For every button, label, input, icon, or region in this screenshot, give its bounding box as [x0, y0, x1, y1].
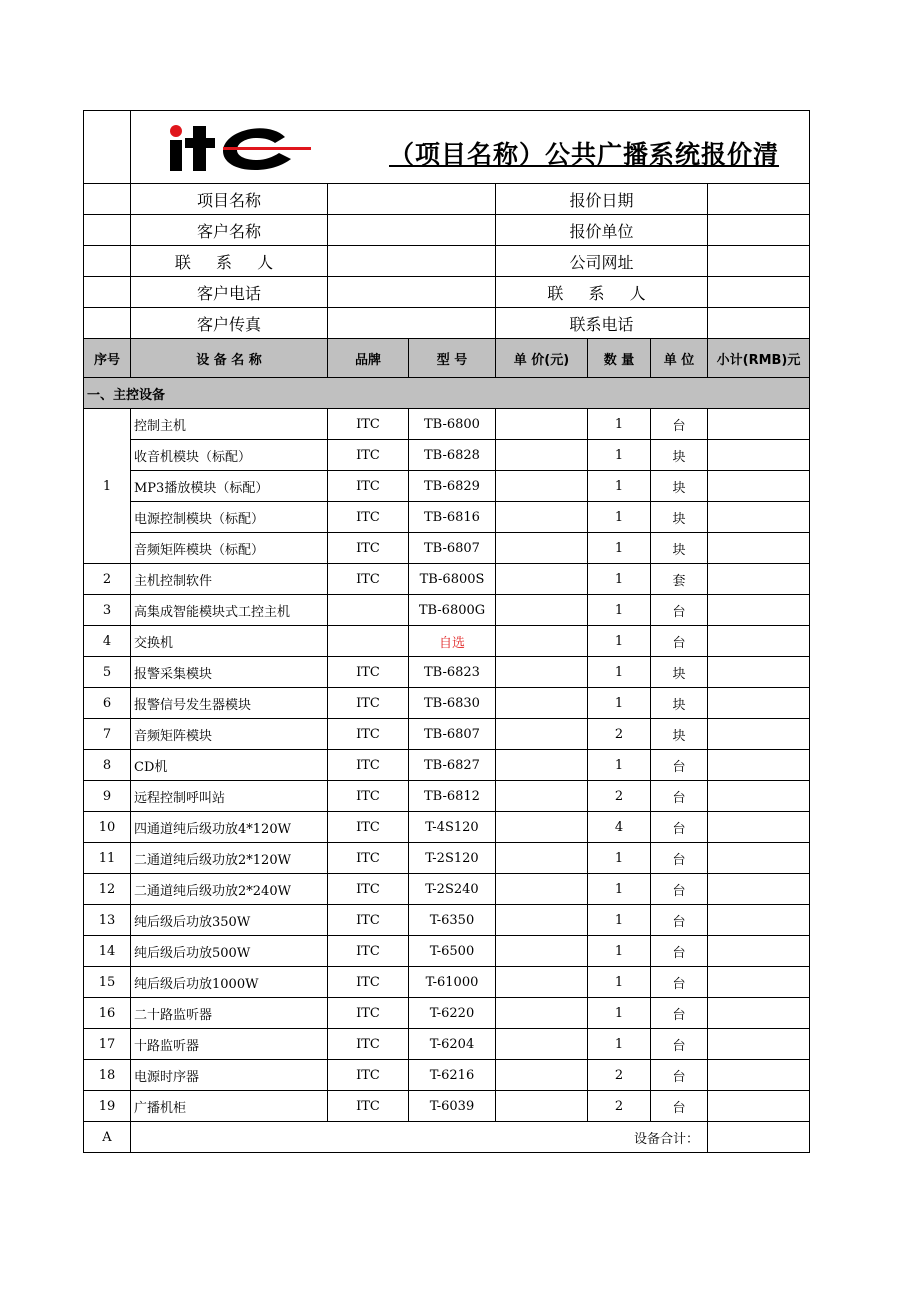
- item-name: 主机控制软件: [131, 564, 328, 595]
- table-row: [84, 719, 810, 750]
- itc-logo: [167, 123, 311, 173]
- item-qty: 4: [588, 812, 651, 843]
- title-row: [84, 111, 810, 184]
- item-unit: 台: [651, 626, 708, 657]
- table-row: [84, 874, 810, 905]
- item-price: [496, 626, 588, 657]
- item-subtotal: [708, 781, 810, 812]
- info-left-value: [328, 184, 496, 215]
- item-brand: ITC: [328, 533, 409, 564]
- info-left-label: 客户传真: [131, 308, 328, 339]
- item-subtotal: [708, 1029, 810, 1060]
- item-subtotal: [708, 874, 810, 905]
- item-brand: ITC: [328, 1029, 409, 1060]
- item-qty: 1: [588, 843, 651, 874]
- item-no: 16: [84, 998, 131, 1029]
- item-model: TB-6800G: [409, 595, 496, 626]
- item-brand: ITC: [328, 409, 409, 440]
- item-brand: ITC: [328, 905, 409, 936]
- table-row: [84, 1091, 810, 1122]
- info-right-label: 报价日期: [496, 184, 708, 215]
- item-subtotal: [708, 998, 810, 1029]
- item-brand: ITC: [328, 1060, 409, 1091]
- item-qty: 1: [588, 471, 651, 502]
- header-unit: 单 位: [651, 339, 708, 378]
- info-left-value: [328, 277, 496, 308]
- header-subtotal: 小计(RMB)元: [708, 339, 810, 378]
- table-header-row: [84, 339, 810, 378]
- item-price: [496, 998, 588, 1029]
- item-price: [496, 409, 588, 440]
- item-name: 广播机柜: [131, 1091, 328, 1122]
- info-right-value: [708, 215, 810, 246]
- item-name: 电源时序器: [131, 1060, 328, 1091]
- item-unit: 块: [651, 533, 708, 564]
- item-unit: 台: [651, 595, 708, 626]
- item-brand: ITC: [328, 1091, 409, 1122]
- header-name: 设 备 名 称: [131, 339, 328, 378]
- table-row: [84, 502, 810, 533]
- item-name: 四通道纯后级功放4*120W: [131, 812, 328, 843]
- item-qty: 1: [588, 409, 651, 440]
- item-price: [496, 688, 588, 719]
- table-row: [84, 936, 810, 967]
- item-price: [496, 657, 588, 688]
- item-no: 11: [84, 843, 131, 874]
- header-price: 单 价(元): [496, 339, 588, 378]
- table-row: [84, 1029, 810, 1060]
- quotation-sheet: [83, 110, 809, 1153]
- item-model: TB-6830: [409, 688, 496, 719]
- item-no: 13: [84, 905, 131, 936]
- info-row: [84, 246, 810, 277]
- item-unit: 块: [651, 502, 708, 533]
- item-name: 二通道纯后级功放2*240W: [131, 874, 328, 905]
- item-subtotal: [708, 533, 810, 564]
- item-unit: 台: [651, 812, 708, 843]
- item-price: [496, 843, 588, 874]
- table-row: [84, 688, 810, 719]
- item-name: 二十路监听器: [131, 998, 328, 1029]
- item-name: 远程控制呼叫站: [131, 781, 328, 812]
- item-model: TB-6807: [409, 719, 496, 750]
- item-no: 6: [84, 688, 131, 719]
- table-row: [84, 533, 810, 564]
- item-unit: 台: [651, 1091, 708, 1122]
- item-price: [496, 812, 588, 843]
- item-qty: 1: [588, 905, 651, 936]
- item-no: 2: [84, 564, 131, 595]
- item-brand: ITC: [328, 781, 409, 812]
- info-left-value: [328, 308, 496, 339]
- item-price: [496, 1091, 588, 1122]
- total-row: [84, 1122, 810, 1153]
- header-model: 型 号: [409, 339, 496, 378]
- item-qty: 2: [588, 719, 651, 750]
- header-qty: 数 量: [588, 339, 651, 378]
- item-subtotal: [708, 750, 810, 781]
- item-unit: 台: [651, 967, 708, 998]
- table-row: [84, 564, 810, 595]
- item-brand: ITC: [328, 471, 409, 502]
- item-no: 19: [84, 1091, 131, 1122]
- item-subtotal: [708, 409, 810, 440]
- item-no: 3: [84, 595, 131, 626]
- item-model: TB-6828: [409, 440, 496, 471]
- item-brand: [328, 595, 409, 626]
- item-model: T-2S120: [409, 843, 496, 874]
- item-brand: ITC: [328, 750, 409, 781]
- item-subtotal: [708, 657, 810, 688]
- item-no: 9: [84, 781, 131, 812]
- item-subtotal: [708, 812, 810, 843]
- item-price: [496, 471, 588, 502]
- item-subtotal: [708, 843, 810, 874]
- item-name: 音频矩阵模块: [131, 719, 328, 750]
- total-value: [708, 1122, 810, 1153]
- table-row: [84, 967, 810, 998]
- table-row: [84, 905, 810, 936]
- table-row: [84, 781, 810, 812]
- item-subtotal: [708, 502, 810, 533]
- item-brand: ITC: [328, 657, 409, 688]
- section-title: 一、主控设备: [84, 378, 810, 409]
- item-model: 自选: [409, 626, 496, 657]
- info-blank-cell: [84, 277, 131, 308]
- item-price: [496, 564, 588, 595]
- item-qty: 1: [588, 502, 651, 533]
- header-brand: 品牌: [328, 339, 409, 378]
- item-unit: 台: [651, 1029, 708, 1060]
- info-left-label: 客户电话: [131, 277, 328, 308]
- page-title: （项目名称）公共广播系统报价清: [389, 140, 780, 169]
- item-brand: ITC: [328, 812, 409, 843]
- info-right-value: [708, 246, 810, 277]
- item-no: 17: [84, 1029, 131, 1060]
- item-model: T-6039: [409, 1091, 496, 1122]
- item-qty: 1: [588, 564, 651, 595]
- item-name: 纯后级后功放500W: [131, 936, 328, 967]
- item-unit: 台: [651, 750, 708, 781]
- item-model: T-6350: [409, 905, 496, 936]
- item-price: [496, 874, 588, 905]
- item-qty: 1: [588, 998, 651, 1029]
- item-name: 控制主机: [131, 409, 328, 440]
- item-unit: 块: [651, 440, 708, 471]
- item-model: T-6500: [409, 936, 496, 967]
- table-row: [84, 812, 810, 843]
- item-no: 12: [84, 874, 131, 905]
- item-subtotal: [708, 688, 810, 719]
- item-subtotal: [708, 967, 810, 998]
- item-name: 高集成智能模块式工控主机: [131, 595, 328, 626]
- item-no: 7: [84, 719, 131, 750]
- info-right-label: 公司网址: [496, 246, 708, 277]
- item-name: 纯后级后功放1000W: [131, 967, 328, 998]
- item-price: [496, 1060, 588, 1091]
- item-no: 15: [84, 967, 131, 998]
- item-unit: 台: [651, 936, 708, 967]
- item-qty: 1: [588, 626, 651, 657]
- item-model: T-4S120: [409, 812, 496, 843]
- item-price: [496, 533, 588, 564]
- item-subtotal: [708, 564, 810, 595]
- item-model: T-6204: [409, 1029, 496, 1060]
- item-price: [496, 967, 588, 998]
- item-qty: 2: [588, 1060, 651, 1091]
- info-left-value: [328, 246, 496, 277]
- info-left-value: [328, 215, 496, 246]
- item-unit: 台: [651, 1060, 708, 1091]
- item-qty: 1: [588, 688, 651, 719]
- info-left-label: 联 系 人: [131, 246, 328, 277]
- header-no: 序号: [84, 339, 131, 378]
- item-subtotal: [708, 440, 810, 471]
- item-qty: 1: [588, 967, 651, 998]
- item-no: 1: [84, 409, 131, 564]
- info-row: [84, 308, 810, 339]
- item-unit: 台: [651, 843, 708, 874]
- item-unit: 台: [651, 874, 708, 905]
- item-price: [496, 440, 588, 471]
- table-row: [84, 998, 810, 1029]
- item-subtotal: [708, 936, 810, 967]
- info-blank-cell: [84, 184, 131, 215]
- table-row: [84, 595, 810, 626]
- item-model: T-6216: [409, 1060, 496, 1091]
- title-cell: [131, 111, 810, 184]
- item-model: TB-6827: [409, 750, 496, 781]
- item-name: 二通道纯后级功放2*120W: [131, 843, 328, 874]
- item-brand: ITC: [328, 688, 409, 719]
- item-qty: 1: [588, 657, 651, 688]
- info-row: [84, 277, 810, 308]
- table-row: [84, 471, 810, 502]
- info-blank-cell: [84, 308, 131, 339]
- item-model: T-6220: [409, 998, 496, 1029]
- table-row: [84, 409, 810, 440]
- item-price: [496, 905, 588, 936]
- item-qty: 1: [588, 874, 651, 905]
- table-row: [84, 657, 810, 688]
- item-unit: 台: [651, 409, 708, 440]
- item-qty: 1: [588, 440, 651, 471]
- item-price: [496, 781, 588, 812]
- info-blank-cell: [84, 215, 131, 246]
- table-row: [84, 843, 810, 874]
- table-row: [84, 750, 810, 781]
- info-right-value: [708, 184, 810, 215]
- item-price: [496, 595, 588, 626]
- item-price: [496, 750, 588, 781]
- item-model: TB-6800S: [409, 564, 496, 595]
- item-brand: ITC: [328, 967, 409, 998]
- item-brand: ITC: [328, 719, 409, 750]
- item-name: 十路监听器: [131, 1029, 328, 1060]
- item-unit: 台: [651, 781, 708, 812]
- item-model: T-61000: [409, 967, 496, 998]
- item-brand: [328, 626, 409, 657]
- info-row: [84, 184, 810, 215]
- info-blank-cell: [84, 246, 131, 277]
- item-name: 收音机模块（标配）: [131, 440, 328, 471]
- info-row: [84, 215, 810, 246]
- item-no: 10: [84, 812, 131, 843]
- item-model: TB-6823: [409, 657, 496, 688]
- info-left-label: 客户名称: [131, 215, 328, 246]
- item-subtotal: [708, 471, 810, 502]
- item-qty: 1: [588, 1029, 651, 1060]
- info-left-label: 项目名称: [131, 184, 328, 215]
- item-qty: 2: [588, 1091, 651, 1122]
- item-unit: 台: [651, 998, 708, 1029]
- info-right-label: 报价单位: [496, 215, 708, 246]
- item-unit: 套: [651, 564, 708, 595]
- item-price: [496, 502, 588, 533]
- item-brand: ITC: [328, 440, 409, 471]
- item-name: 纯后级后功放350W: [131, 905, 328, 936]
- item-brand: ITC: [328, 564, 409, 595]
- item-subtotal: [708, 719, 810, 750]
- item-name: 交换机: [131, 626, 328, 657]
- item-model: TB-6812: [409, 781, 496, 812]
- item-model: T-2S240: [409, 874, 496, 905]
- info-right-label: 联 系 人: [496, 277, 708, 308]
- item-qty: 1: [588, 533, 651, 564]
- item-model: TB-6800: [409, 409, 496, 440]
- info-right-value: [708, 308, 810, 339]
- info-right-label: 联系电话: [496, 308, 708, 339]
- item-name: 报警采集模块: [131, 657, 328, 688]
- title-blank-cell: [84, 111, 131, 184]
- item-subtotal: [708, 595, 810, 626]
- item-no: 14: [84, 936, 131, 967]
- item-price: [496, 936, 588, 967]
- item-qty: 1: [588, 750, 651, 781]
- table-row: [84, 1060, 810, 1091]
- item-no: 18: [84, 1060, 131, 1091]
- item-subtotal: [708, 905, 810, 936]
- item-model: TB-6816: [409, 502, 496, 533]
- item-qty: 1: [588, 595, 651, 626]
- item-unit: 块: [651, 719, 708, 750]
- section-row: [84, 378, 810, 409]
- item-brand: ITC: [328, 502, 409, 533]
- item-model: TB-6829: [409, 471, 496, 502]
- item-subtotal: [708, 1091, 810, 1122]
- item-no: 5: [84, 657, 131, 688]
- quotation-table: [83, 110, 810, 1153]
- item-unit: 台: [651, 905, 708, 936]
- total-no: A: [84, 1122, 131, 1153]
- table-row: [84, 440, 810, 471]
- item-qty: 2: [588, 781, 651, 812]
- total-label: 设备合计：: [131, 1122, 708, 1153]
- table-row: [84, 626, 810, 657]
- item-name: 电源控制模块（标配）: [131, 502, 328, 533]
- item-unit: 块: [651, 471, 708, 502]
- item-name: 报警信号发生器模块: [131, 688, 328, 719]
- item-subtotal: [708, 1060, 810, 1091]
- item-unit: 块: [651, 657, 708, 688]
- item-no: 4: [84, 626, 131, 657]
- item-no: 8: [84, 750, 131, 781]
- item-brand: ITC: [328, 874, 409, 905]
- item-brand: ITC: [328, 936, 409, 967]
- item-brand: ITC: [328, 843, 409, 874]
- item-name: CD机: [131, 750, 328, 781]
- item-qty: 1: [588, 936, 651, 967]
- item-brand: ITC: [328, 998, 409, 1029]
- item-price: [496, 1029, 588, 1060]
- item-price: [496, 719, 588, 750]
- item-subtotal: [708, 626, 810, 657]
- item-name: MP3播放模块（标配）: [131, 471, 328, 502]
- info-right-value: [708, 277, 810, 308]
- item-unit: 块: [651, 688, 708, 719]
- item-model: TB-6807: [409, 533, 496, 564]
- item-name: 音频矩阵模块（标配）: [131, 533, 328, 564]
